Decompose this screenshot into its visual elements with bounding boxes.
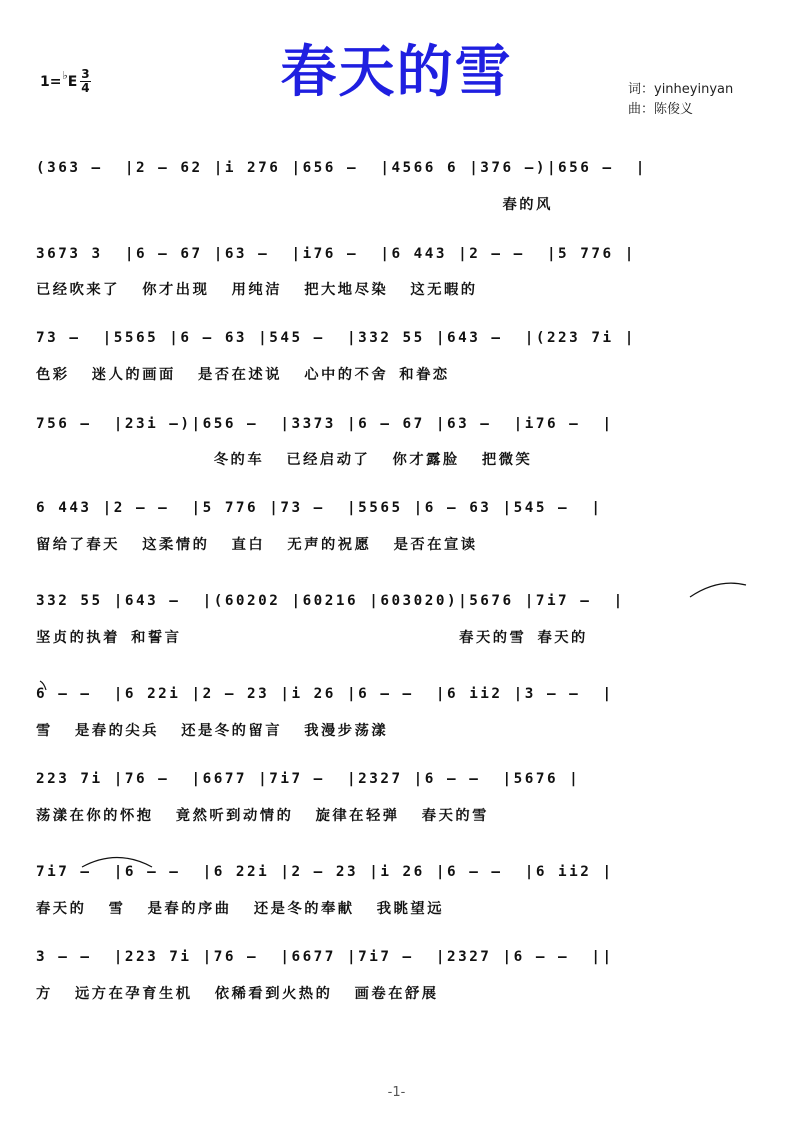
time-signature — [80, 68, 90, 95]
system-5-notes: 6 443 |2 – – |5 776 |73 – |5565 |6 – 63 |545 – | — [36, 500, 603, 516]
key-signature — [40, 68, 91, 95]
time-denominator: 4 — [81, 81, 90, 95]
system-3-notes: 73 – |5565 |6 – 63 |545 – |332 55 |643 – |(223 7i | — [36, 330, 636, 346]
system-6-notes: 332 55 |643 – |(60202 |60216 |603020)|5676 |7i7 – | — [36, 593, 625, 609]
credits — [628, 80, 733, 120]
system-1-notes: (363 – |2 – 62 |i 276 |656 – |4566 6 |376 –)|656 – | — [36, 160, 647, 176]
system-8-notes: 223 7i |76 – |6677 |7i7 – |2327 |6 – – |5676 | — [36, 771, 581, 787]
system-6-lyrics: 坚贞的执着 和誓言 春天的雪 春天的 — [36, 630, 588, 646]
system-10-lyrics: 方 远方在孕育生机 依稀看到火热的 画卷在舒展 — [36, 986, 439, 1002]
lyricist-credit: 词：yinheyinyan — [628, 82, 734, 97]
flat-sign: ♭ — [62, 69, 68, 82]
system-7-lyrics: 雪 是春的尖兵 还是冬的留言 我漫步荡漾 — [36, 723, 389, 739]
system-2-notes: 3673 3 |6 – 67 |63 – |i76 – |6 443 |2 – – |5 776 | — [36, 246, 636, 262]
system-9-notes: 7i7 – |6 – – |6 22i |2 – 23 |i 26 |6 – – |6 ii2 | — [36, 864, 614, 880]
system-1-lyrics: 春的风 — [36, 197, 553, 213]
system-9-lyrics: 春天的 雪 是春的序曲 还是冬的奉献 我眺望远 — [36, 901, 444, 917]
system-4-notes: 756 – |23i –)|656 – |3373 |6 – 67 |63 – |i76 – | — [36, 416, 614, 432]
key-tonic: 1= — [40, 73, 62, 90]
slur-arc — [690, 583, 746, 597]
system-8-lyrics: 荡漾在你的怀抱 竟然听到动情的 旋律在轻弹 春天的雪 — [36, 808, 489, 824]
song-title: 春天的雪 — [280, 40, 513, 105]
time-numerator: 3 — [81, 67, 90, 81]
system-5-lyrics: 留给了春天 这柔情的 直白 无声的祝愿 是否在宣读 — [36, 537, 478, 553]
system-2-lyrics: 已经吹来了 你才出现 用纯洁 把大地尽染 这无暇的 — [36, 282, 478, 298]
page-number: -1- — [387, 1085, 406, 1100]
system-10-notes: 3 – – |223 7i |76 – |6677 |7i7 – |2327 |6 – – || — [36, 949, 614, 965]
system-4-lyrics: 冬的车 已经启动了 你才露脸 把微笑 — [36, 452, 533, 468]
system-7-notes: 6 – – |6 22i |2 – 23 |i 26 |6 – – |6 ii2 |3 – – | — [36, 686, 614, 702]
composer-credit: 曲：陈俊义 — [628, 102, 694, 117]
system-3-lyrics: 色彩 迷人的画面 是否在述说 心中的不舍 和眷恋 — [36, 367, 450, 383]
key-note: E — [67, 73, 78, 90]
